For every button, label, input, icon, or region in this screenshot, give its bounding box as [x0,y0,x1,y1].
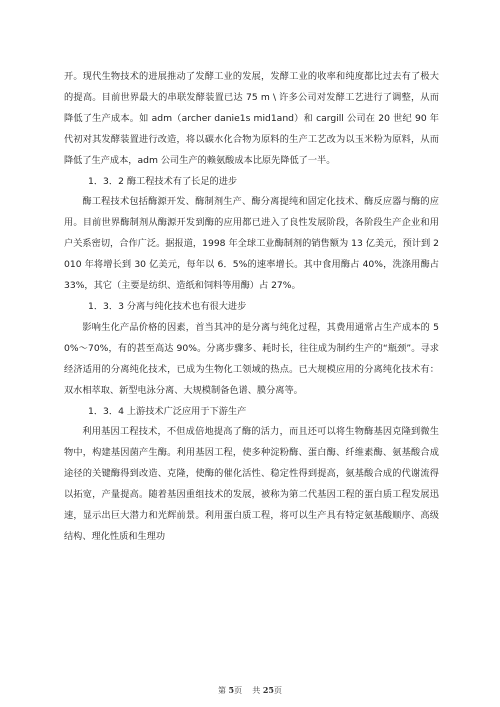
page-label-prefix: 第 [218,686,229,695]
total-pages: 25 [262,685,274,695]
body-paragraph-3: 影响生化产品价格的因素，首当其冲的是分离与纯化过程，其费用通常占生产成本的 50%～70%，有的甚至高达 90%。分离步骤多、耗时长，往往成为制约生产的“瓶颈”。寻求经济适用的分离纯化技术，已成为生物化工领域的热点。已大规模应用的分离纯化技术有：双水相萃取、新型电泳分离、大规模制备色谱、膜分离等。 [64,321,439,396]
section-heading-1-3-4: 1．3．4 上游技术广泛应用于下游生产 [88,405,247,417]
total-label-suffix: 页 [273,686,282,695]
section-heading-1-3-3: 1．3．3 分离与纯化技术也有很大进步 [88,300,247,312]
page-label-suffix: 页 [234,686,243,695]
section-heading-1-3-2: 1．3．2 酶工程技术有了长足的进步 [88,175,238,187]
body-paragraph-1: 开。现代生物技术的进展推动了发酵工业的发展，发酵工业的收率和纯度都比过去有了极大的提高。目前世界最大的串联发酵装置已达 75 m \ 许多公司对发酵工艺进行了调整，从而降低了生产成本。如 adm（archer danie1s mid1and）和 cargill 公司在 20 世纪 90 年代初对其发酵装置进行改造，将以碳水化合物为原料的生产工艺改为以玉米粉为原料，从而降低了生产成本，adm 公司生产的赖氨酸成本比原先降低了一半。 [64,71,439,166]
total-label-prefix: 共 [252,686,263,695]
document-body [64,67,439,548]
body-paragraph-2: 酶工程技术包括酶源开发、酶制剂生产、酶分离提纯和固定化技术、酶反应器与酶的应用。目前世界酶制剂从酶源开发到酶的应用都已进入了良性发展阶段，各阶段生产企业和用户关系密切，合作广泛。据报道，1998 年全球工业酶制剂的销售额为 13 亿美元，预计到 2010 年将增长到 30 亿美元，每年以 6．5%的速率增长。其中食用酶占 40%，洗涤用酶占 33%，其它（主要是纺织、造纸和饲料等用酶）占 27%。 [64,196,439,292]
page-footer [0,685,500,696]
body-paragraph-4: 利用基因工程技术，不但成倍地提高了酶的活力，而且还可以将生物酶基因克隆到微生物中，构建基因菌产生酶。利用基因工程，使多种淀粉酶、蛋白酶、纤维素酶、氨基酸合成途径的关键酶得到改造、克隆，使酶的催化活性、稳定性得到提高，氨基酸合成的代谢流得以拓宽，产量提高。随着基因重组技术的发展，被称为第二代基因工程的蛋白质工程发展迅速，显示出巨大潜力和光辉前景。利用蛋白质工程，将可以生产具有特定氨基酸顺序、高级结构、理化性质和生理功 [64,426,439,542]
page-number: 5 [228,685,235,695]
